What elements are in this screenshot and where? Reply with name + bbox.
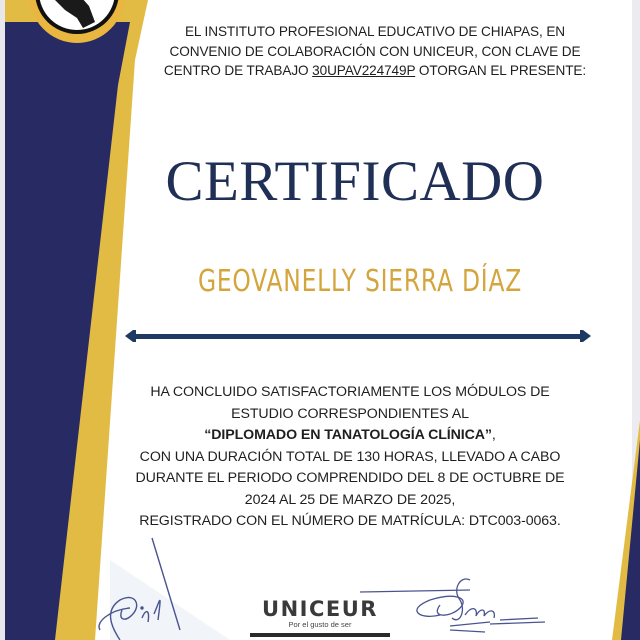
body-line: ESTUDIO CORRESPONDIENTES AL <box>231 405 469 422</box>
intro-text: CENTRO DE TRABAJO <box>163 63 313 78</box>
body-line <box>100 425 600 447</box>
body-text: , <box>491 427 496 443</box>
body-line: HA CONCLUIDO SATISFACTORIAMENTE LOS MÓDULOS DE <box>150 384 550 400</box>
recipient-name: GEOVANELLY SIERRA DÍAZ <box>197 264 523 299</box>
uniceur-brand: UNICEUR <box>262 597 378 621</box>
uniceur-tagline: Por el gusto de ser <box>288 620 352 629</box>
logo-underline-bar <box>250 633 390 637</box>
program-name: “DIPLOMADO EN TANATOLOGÍA CLÍNICA” <box>204 427 492 443</box>
uniceur-logo <box>240 598 400 637</box>
body-line: 2024 AL 25 DE MARZO DE 2025, <box>244 491 456 508</box>
certificate-title: CERTIFICADO <box>165 150 545 213</box>
intro-line: EL INSTITUTO PROFESIONAL EDUCATIVO DE CHIAPAS, EN <box>184 24 566 39</box>
intro-line <box>135 61 615 81</box>
certificate-body <box>100 382 600 533</box>
ornamental-divider <box>123 326 593 346</box>
intro-line: CONVENIO DE COLABORACIÓN CON UNICEUR, CON CLAVE DE <box>169 43 581 59</box>
chiapas-map-seal-icon <box>15 0 140 52</box>
work-center-code: 30UPAV224749P <box>312 63 416 78</box>
body-line: CON UNA DURACIÓN TOTAL DE 130 HORAS, LLEVADO A CABO <box>139 448 561 465</box>
body-line: REGISTRADO CON EL NÚMERO DE MATRÍCULA: DTC003-0063. <box>139 513 561 529</box>
signature-left-icon <box>80 530 220 640</box>
intro-text: OTORGAN EL PRESENTE: <box>415 63 587 78</box>
body-line: DURANTE EL PERIODO COMPRENDIDO DEL 8 DE OCTUBRE DE <box>135 470 565 486</box>
intro-paragraph <box>135 22 615 81</box>
